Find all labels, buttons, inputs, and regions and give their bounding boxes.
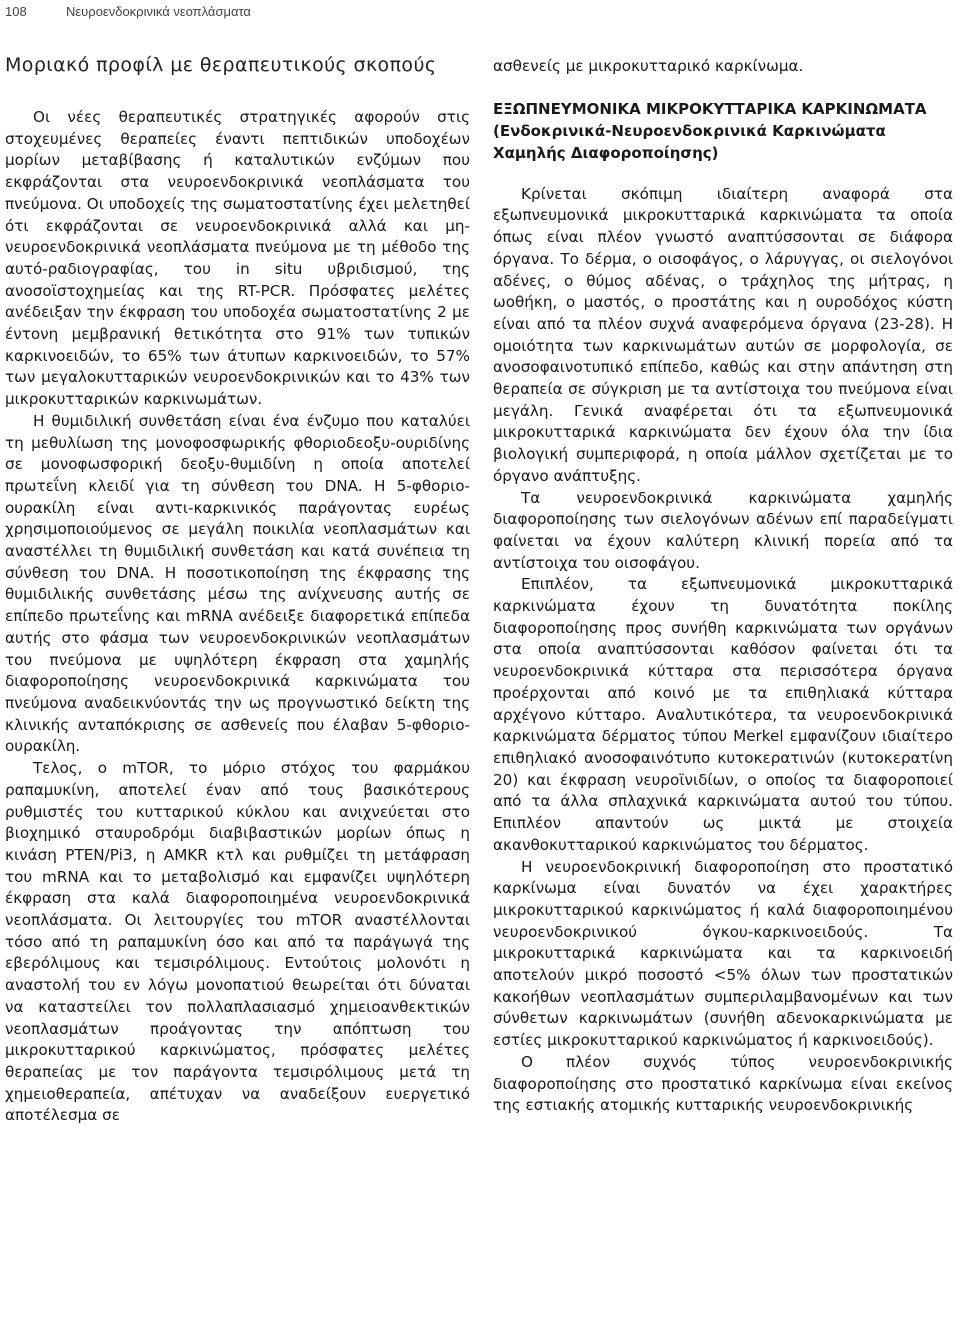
paragraph: Ο πλέον συχνός τύπος νευροενδοκρινικής διαφοροποίησης στο προστατικό καρκίνωμα είναι εκείνος της εστιακής ατομικής κυτταρικής νευροενδοκρινικής [493, 1052, 953, 1115]
paragraph: Τα νευροενδοκρινικά καρκινώματα χαμηλής διαφοροποίησης των σιελογόνων αδένων επί παραδείγματι φαίνεται να έχουν καλύτερη κλινική πορεία από τα αντίστοιχα του οισοφάγου. [493, 488, 953, 572]
page-number: 108 [5, 4, 27, 19]
paragraph: Οι νέες θεραπευτικές στρατηγικές αφορούν στις στοχευμένες θεραπείες έναντι πεπτιδικών υποδοχέων μορίων μεταβίβασης ή καταλυτικών ενζύμων που εκφράζονται στα νευροενδοκρινικά νεοπλάσματα του πνεύμονα. Οι υποδοχείς της σωματοστατίνης έχει μελετηθεί ότι εκφράζονται σε νευροενδοκρινικά αλλά και μη-νευροενδοκρινικά νεοπλάσματα πνεύμονα με τη μέθοδο της αυτό-ραδιογραφίας, του in situ υβριδισμού, της ανοσοϊστοχημείας και της RT-PCR. Πρόσφατες μελέτες ανέδειξαν την έκφραση του υποδοχέα σωματοστατίνης 2 με έντονη μεμβρανική θετικότητα στο 91% των τυπικών καρκινοειδών, το 65% των άτυπων καρκινοειδών, το 57% των μεγαλοκυτταρικών νευροενδοκρινικών και το 43% των μικροκυτταρικών καρκινωμάτων. [5, 108, 470, 409]
running-header [0, 0, 960, 30]
journal-title: Νευροενδοκρινικά νεοπλάσματα [66, 4, 251, 19]
paragraph: Επιπλέον, τα εξωπνευμονικά μικροκυτταρικά καρκινώματα έχουν τη δυνατότητα ποκίλης διαφοροποίησης προς συνήθη καρκινώματα των οργάνων στα οποία αναπτύσσονται καθόσον φαίνεται ότι τα νευροενδοκρινικά κύτταρα στα περισσότερα όργανα προέρχονται από κοινό με τα επιθηλιακά κύτταρα αρχέγονο κύτταρο. Αναλυτικότερα, τα νευροενδοκρινικά καρκινώματα δέρματος τύπου Merkel εμφανίζουν ιδιαίτερο επιθηλιακό ανοσοφαινότυπο κυτοκερατινών (κυτοκερατίνη 20) και έκφραση νευροϊνιδίων, ο οποίος τα διαφοροποιεί από τα άλλα σπλαχνικά καρκινώματα αυτού του τύπου. Επιπλέον απαντούν ως μικτά με στοιχεία ακανθοκυτταρικού καρκινώματος του δέρματος. [493, 575, 953, 854]
paragraph: Η νευροενδοκρινική διαφοροποίηση στο προστατικό καρκίνωμα είναι δυνατόν να έχει χαρακτήρες μικροκυτταρικού καρκινώματος ή καλά διαφοροποιημένου νευροενδοκρινικού όγκου-καρκινοειδούς. Τα μικροκυτταρικά καρκινώματα και τα καρκινοειδή αποτελούν μικρό ποσοστό <5% όλων των προστατικών κακοήθων νεοπλασμάτων συμπεριλαμβανομένων και των σύνθετων καρκινωμάτων (συνήθη αδενοκαρκινώματα με εστίες μικροκυτταρικού καρκινώματος ή καρκινοειδούς). [493, 857, 953, 1050]
left-column [5, 54, 470, 1127]
paragraph: Κρίνεται σκόπιμη ιδιαίτερη αναφορά στα εξωπνευμονικά μικροκυτταρικά καρκινώματα τα οποία όπως είναι πλέον γνωστό αναπτύσσονται σε διάφορα όργανα. Το δέρμα, ο οισοφάγος, ο λάρυγγας, οι σιελογόνοι αδένες, ο θύμος αδένας, ο τράχηλος της μήτρας, η ωοθήκη, ο μαστός, ο προστάτης και η ουροδόχος κύστη είναι από τα πλέον συχνά αναφερόμενα όργανα (23-28). Η ομοιότητα των καρκινωμάτων αυτών σε μορφολογία, σε ανοσοφαινοτυπικό επίπεδο, καθώς και στην απάντηση στη θεραπεία σε σύγκριση με τα αντίστοιχα του πνεύμονα είναι μεγάλη. Γενικά αναφέρεται ότι τα εξωπνευμονικά μικροκυτταρικά καρκινώματα δεν έχουν όλα την ίδια βιολογική συμπεριφορά, η οποία μάλλον σχετίζεται με το όργανο ανάπτυξης. [493, 184, 953, 485]
section-title: Μοριακό προφίλ με θεραπευτικούς σκοπούς [5, 54, 437, 76]
paragraph: ασθενείς με μικροκυτταρικό καρκίνωμα. [493, 57, 804, 75]
right-column [493, 56, 953, 1117]
subsection-heading: ΕΞΩΠΝΕΥΜΟΝΙΚΑ ΜΙΚΡΟΚΥΤΤΑΡΙΚΑ ΚΑΡΚΙΝΩΜΑΤΑ (Ενδοκρινικά-Νευροενδοκρινικά Καρκινώματα Χαμηλής Διαφοροποίησης) [493, 99, 927, 162]
paragraph: Τελος, ο mTOR, το μόριο στόχος του φαρμάκου ραπαμυκίνη, αποτελεί έναν από τους βασικότερους ρυθμιστές του κυτταρικού κύκλου και ανιχνεύεται στο βιοχημικό σταυροδρόμι διαβιβαστικών μορίων όπως η κινάση PTEN/Pi3, η AMKR κτλ και ρυθμίζει τη μετάφραση του mRNA και το μεταβολισμό και εμφανίζει υψηλότερη έκφραση στα καλά διαφοροποιημένα νευροενδοκρινικά νεοπλάσματα. Οι λειτουργίες του mTOR αναστέλλονται τόσο από τη ραπαμυκίνη όσο και από τα παράγωγά της εβερόλιμους και τεμσιρόλιμους. Εντούτοις μολονότι η αναστολή του εν λόγω μονοπατιού θεωρείται ότι δύναται να καταστείλει τον πολλαπλασιασμό χημειοανθεκτικών νεοπλασμάτων προάγοντας την απόπτωση του μικροκυτταρικού καρκινώματος, πρόσφατες μελέτες θεραπείας με τον παράγοντα τεμσιρόλιμους μετά τη χημειοθεραπεία, απέτυχαν να αναδείξουν ευεργετικό αποτέλεσμα σε [5, 759, 470, 1125]
paragraph: Η θυμιδιλική συνθετάση είναι ένα ένζυμο που καταλύει τη μεθυλίωση της μονοφοσφωρικής φθοριοδεοξυ-ουριδίνης σε μονοφωσφορική δεοξυ-θυμιδίνη η οποία αποτελεί πρωτεΐνη κλειδί για τη σύνθεση του DNA. Η 5-φθοριο-ουρακίλη είναι αντι-καρκινικός παράγοντας ευρέως χρησιμοποιούμενος σε μεγάλη ποικιλία νεοπλασμάτων και αναστέλλει τη θυμιδιλική συνθετάση και κατά συνέπεια τη σύνθεση του DNA. Η ποσοτικοποίηση της έκφρασης της θυμιδιλικής συνθετάσης μέσω της ανίχνευσης αυτής σε επίπεδο πρωτεΐνης και mRNA ανέδειξε διαφορετικά επίπεδα αυτής στο φάσμα των νευροενδοκρινικών νεοπλασμάτων του πνεύμονα με υψηλότερη έκφραση στα χαμηλής διαφοροποίησης νευροενδοκρινικά καρκινώματα του πνεύμονα αναδεικνύοντάς την ως προγνωστικό δείκτη της κλινικής ανταπόκρισης σε ασθενείς που έλαβαν 5-φθοριο-ουρακίλη. [5, 411, 470, 756]
